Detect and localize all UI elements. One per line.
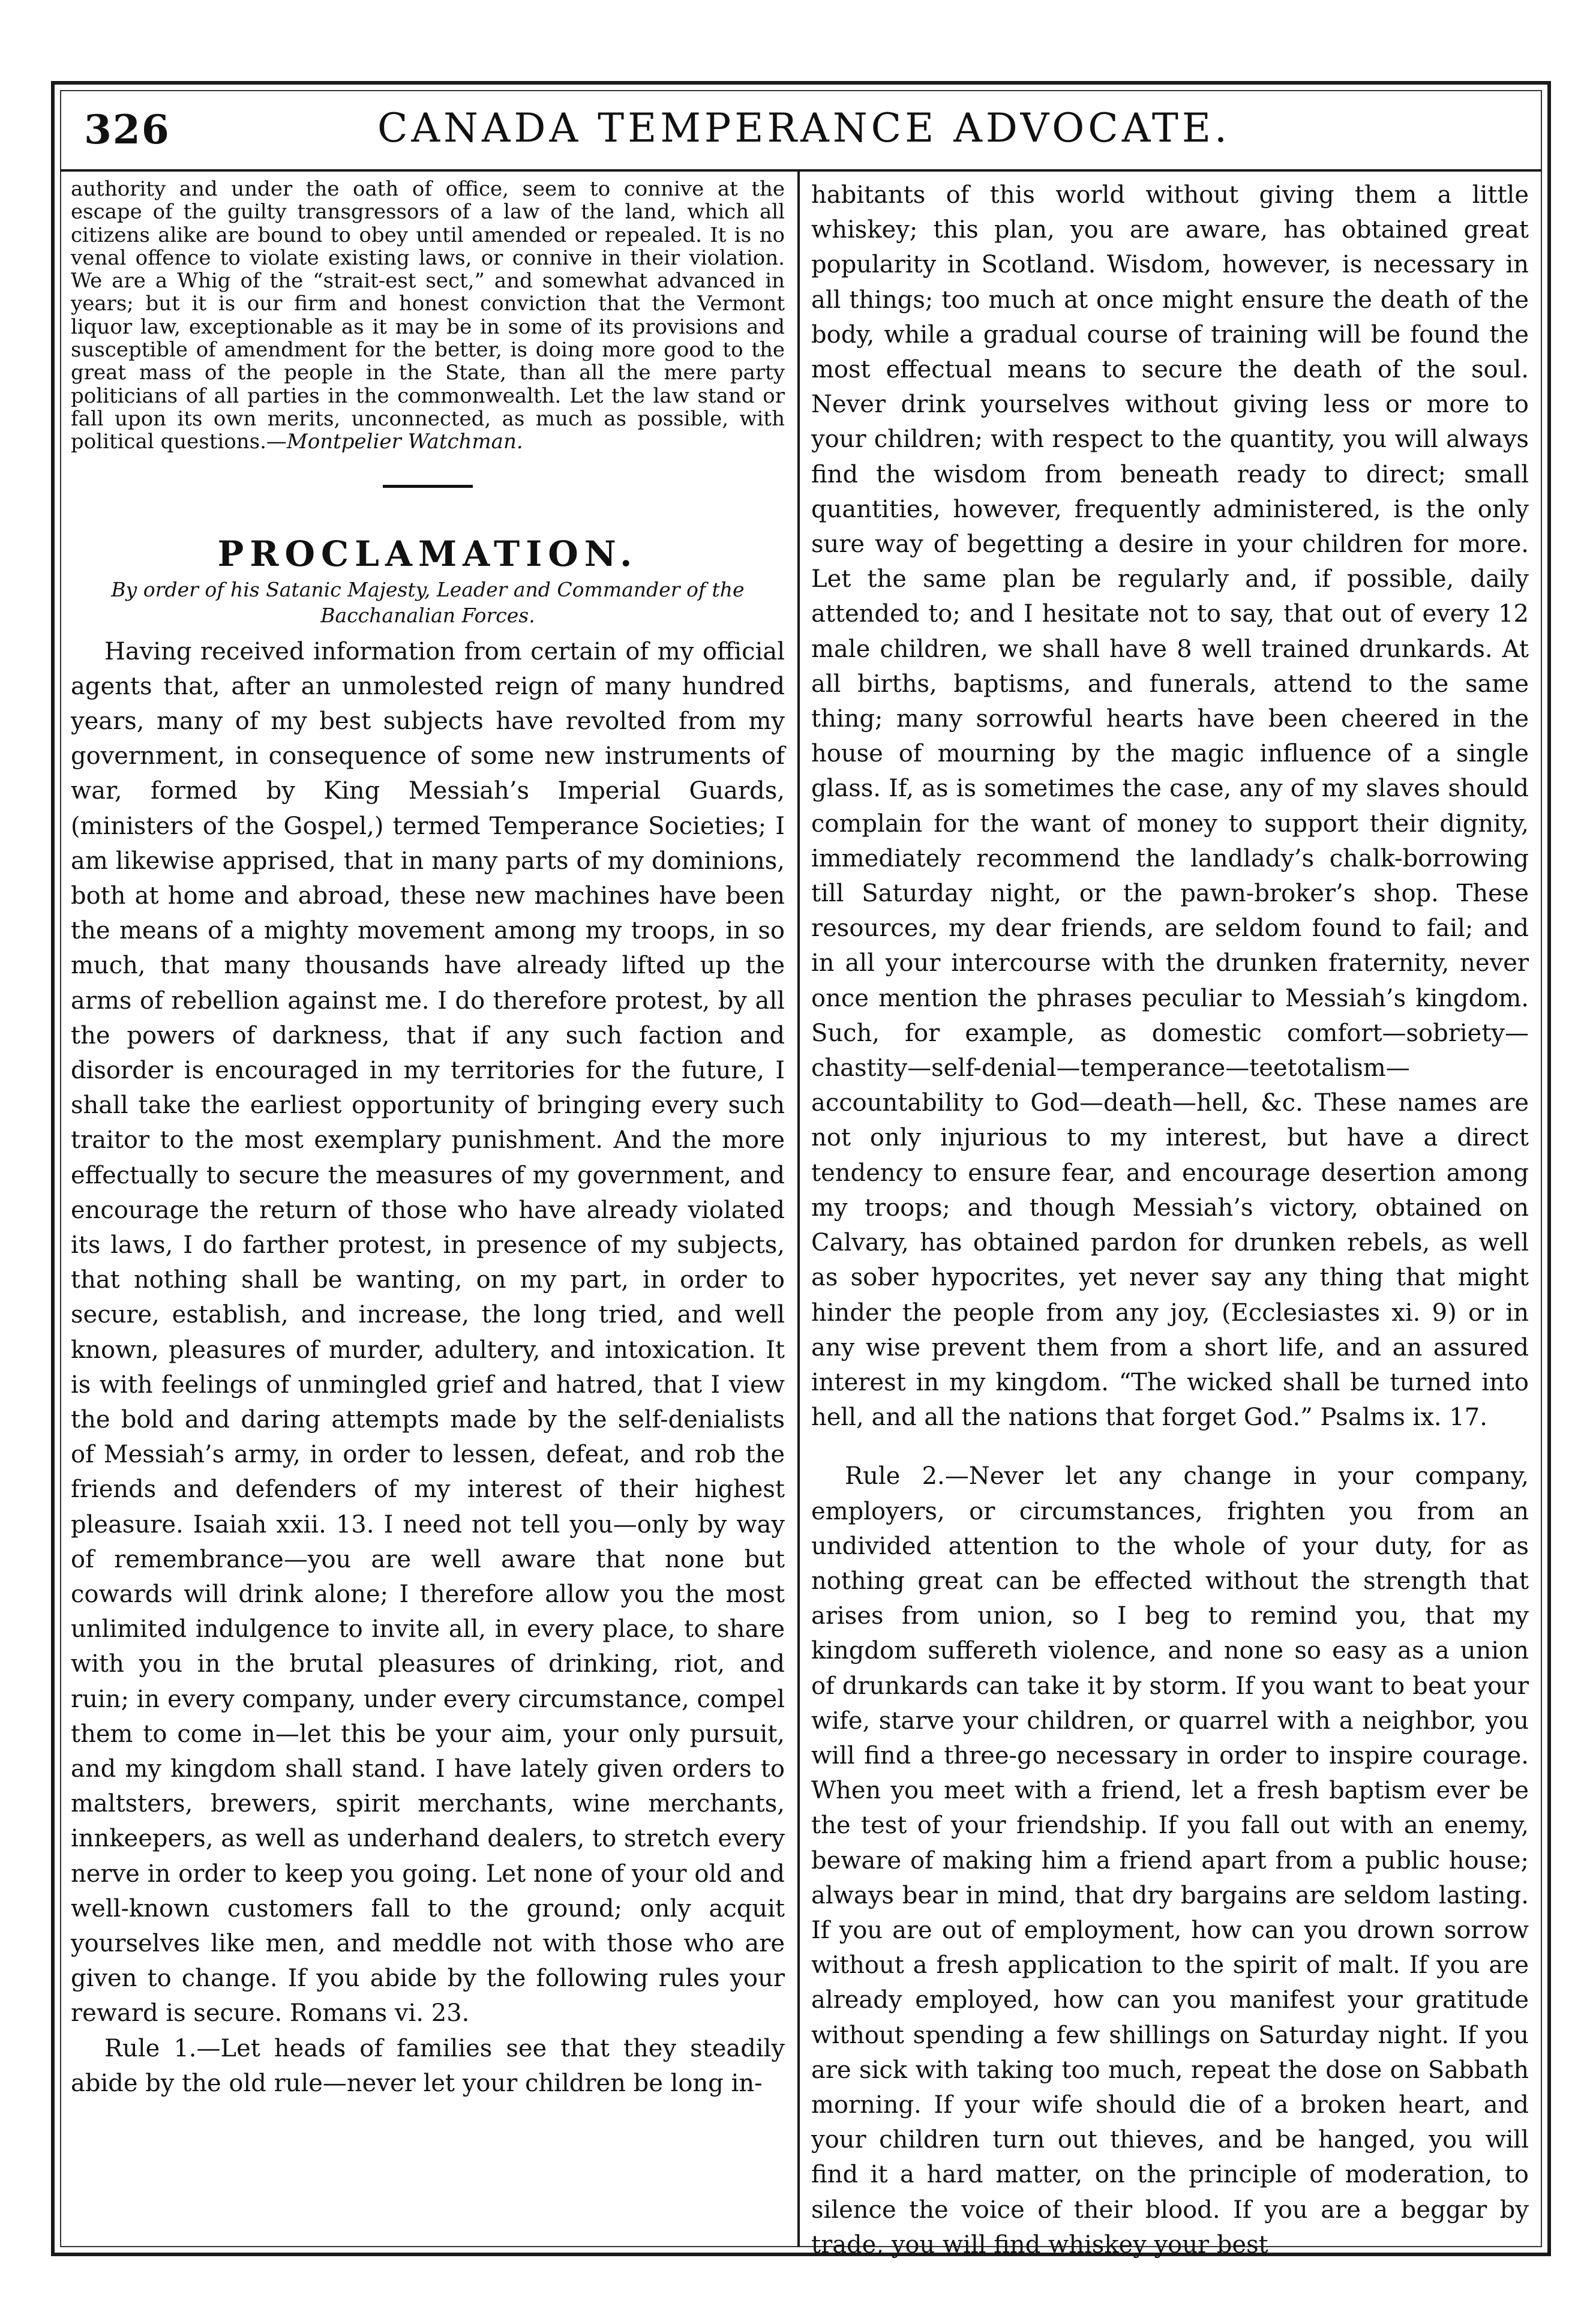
page-number: 326: [84, 106, 170, 153]
running-title: CANADA TEMPERANCE ADVOCATE.: [377, 105, 1231, 151]
proclamation-body: Having received information from certain of my official agents that, after an unmolested reign of many hundred years, many of my best subjects have revolted from my government, in consequence of some new instruments of war, formed by King Messiah’s Imperial Guards, (ministers of the Gospel,) termed Temperance Societies; I am likewise apprised, that in many parts of my dominions, both at home and abroad, these new machines have been the means of a mighty movement among my troops, in so much, that many thousands have already lifted up the arms of rebellion against me. I do therefore protest, by all the powers of darkness, that if any such faction and disorder is encouraged in my territories for the future, I shall take the earliest opportunity of bringing every such traitor to the most exemplary punishment. And the more effectually to secure the measures of my government, and encourage the return of those who have already violated its laws, I do farther protest, in presence of my subjects, that nothing shall be wanting, on my part, in order to secure, establish, and increase, the long tried, and well known, pleasures of murder, adultery, and intoxication. It is with feelings of unmingled grief and hatred, that I view the bold and daring attempts made by the self-denialists of Messiah’s army, in order to lessen, defeat, and rob the friends and defenders of my interest of their highest pleasure. Isaiah xxii. 13. I need not tell you—only by way of remembrance—you are well aware that none but cowards will drink alone; I therefore allow you the most unlimited indulgence to invite all, in every place, to share with you in the brutal pleasures of drinking, riot, and ruin; in every company, under every circumstance, compel them to come in—let this be your aim, your only pursuit, and my kingdom shall stand. I have lately given orders to maltsters, brewers, spirit merchants, wine merchants, innkeepers, as well as underhand dealers, to stretch every nerve in order to keep you going. Let none of your old and well-known customers fall to the ground; only acquit yourselves like men, and meddle not with those who are given to change. If you abide by the following rules your reward is secure. Romans vi. 23.: [71, 637, 785, 2028]
rule-2: Rule 2.—Never let any change in your company, employers, or circumstances, frighten you from an undivided attention to the whole of your duty, for as nothing great can be effected without the strength that arises from union, so I beg to remind you, that my kingdom suffereth violence, and none so easy as a union of drunkards can take it by storm. If you want to beat your wife, starve your children, or quarrel with a neighbor, you will find a three-go necessary in order to inspire courage. When you meet with a friend, let a fresh baptism ever be the test of your friendship. If you fall out with an enemy, beware of making him a friend apart from a public house; always bear in mind, that dry bargains are seldom lasting. If you are out of employment, how can you drown sorrow without a fresh application to the spirit of malt. If you are already employed, how can you manifest your gratitude without spending a few shillings on Saturday night. If you are sick with taking too much, repeat the dose on Sabbath morning. If your wife should die of a broken heart, and your children turn out thieves, and be hanged, you will find it a hard matter, on the principle of moderation, to silence the voice of their blood. If you are a beggar by trade, you will find whiskey your best: [811, 1462, 1529, 2259]
right-column: [811, 178, 1529, 2259]
intro-source: Montpelier Watchman.: [286, 430, 523, 454]
column-rule: [797, 172, 800, 2247]
article-byline: By order of his Satanic Majesty, Leader and Commander of the Bacchanalian Forces.: [111, 577, 745, 627]
rule-1-continued: habitants of this world without giving them a little whiskey; this plan, you are aware, has obtained great popularity in Scotland. Wisdom, however, is necessary in all things; too much at once might ensure the death of the body, while a gradual course of training will be found the most effectual means to secure the death of the soul. Never drink yourselves without giving less or more to your children; with respect to the quantity, you will always find the wisdom from beneath ready to direct; small quantities, however, frequently administered, is the only sure way of begetting a desire in your children for more. Let the same plan be regularly and, if possible, daily attended to; and I hesitate not to say, that out of every 12 male children, we shall have 8 well trained drunkards. At all births, baptisms, and funerals, attend to the same thing; many sorrowful hearts have been cheered in the house of mourning by the magic influence of a single glass. If, as is sometimes the case, any of my slaves should complain for the want of money to support their dignity, immediately recommend the landlady’s chalk-borrowing till Saturday night, or the pawn-broker’s shop. These resources, my dear friends, are seldom found to fail; and in all your intercourse with the drunken fraternity, never once mention the phrases peculiar to Messiah’s kingdom. Such, for example, as domestic comfort—sobriety—chastity—self-denial—temperance—teetotalism—accountability to God—death—hell, &c. These names are not only injurious to my interest, but have a direct tendency to ensure fear, and encourage desertion among my troops; and though Messiah’s victory, obtained on Calvary, has obtained pardon for drunken rebels, as well as sober hypocrites, yet never say any thing that might hinder the people from any joy, (Ecclesiastes xi. 9) or in any wise prevent them from a short life, and an assured interest in my kingdom. “The wicked shall be turned into hell, and all the nations that forget God.” Psalms ix. 17.: [811, 181, 1529, 1432]
section-divider: [383, 485, 473, 488]
paragraph-gap: [811, 1435, 1529, 1459]
header-rule: [60, 169, 1542, 172]
intro-paragraph: [71, 178, 785, 454]
left-column: [71, 178, 785, 2242]
rule-1-start: Rule 1.—Let heads of families see that they steadily abide by the old rule—never let your children be long in-: [71, 2034, 785, 2097]
article-title: PROCLAMATION.: [217, 533, 638, 574]
page-header: [72, 99, 1536, 165]
intro-text: authority and under the oath of office, seem to connive at the escape of the guilty transgressors of a law of the land, which all citizens alike are bound to obey until amended or repealed. It is no venal offence to violate existing laws, or connive in their violation. We are a Whig of the “strait-est sect,” and somewhat advanced in years; but it is our firm and honest conviction that the Vermont liquor law, exceptionable as it may be in some of its provisions and susceptible of amendment for the better, is doing more good to the great mass of the people in the State, than all the mere party politicians of all parties in the commonwealth. Let the law stand or fall upon its own merits, unconnected, as much as possible, with political questions.—: [71, 177, 785, 454]
